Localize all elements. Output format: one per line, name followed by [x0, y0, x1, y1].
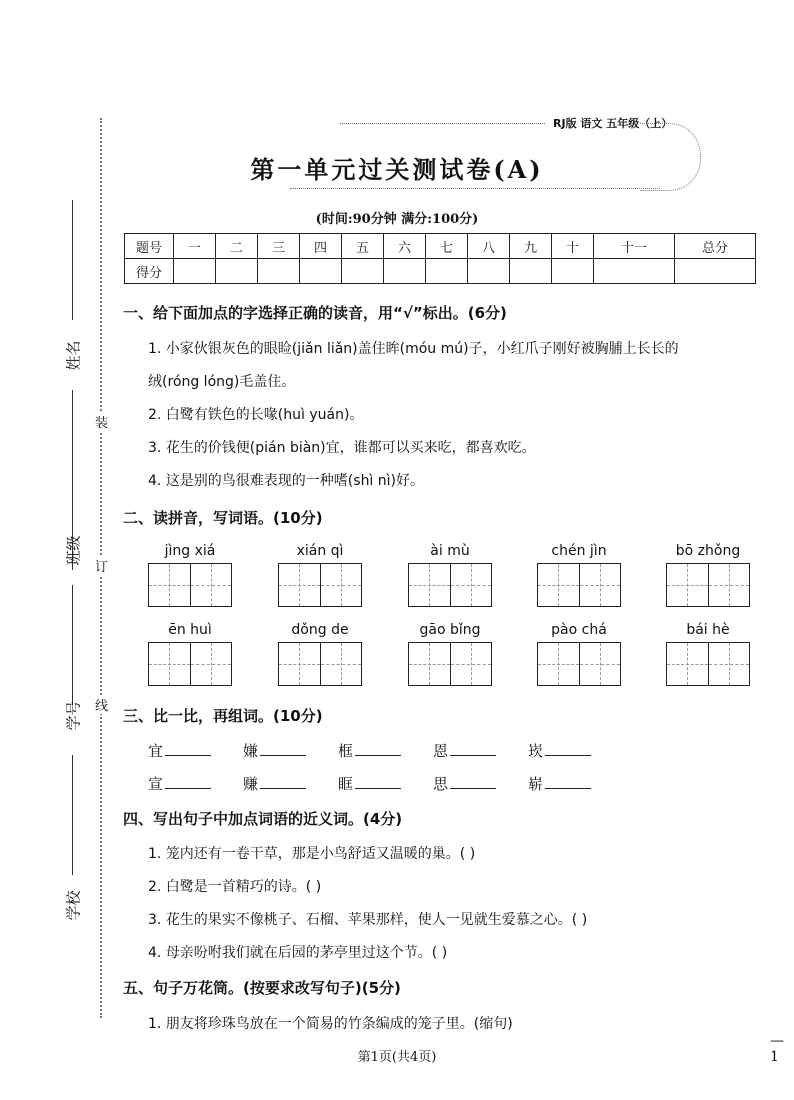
pinyin-text: jìng xiá: [164, 543, 216, 559]
score-cell[interactable]: [426, 259, 468, 284]
writing-boxes[interactable]: [278, 642, 362, 686]
score-table-header-row: [125, 234, 756, 259]
writing-boxes[interactable]: [666, 642, 750, 686]
pinyin-text: ēn huì: [168, 622, 212, 638]
score-cell[interactable]: [552, 259, 594, 284]
q1-item-4: 4. 这是别的鸟很难表现的一种嗜(shì nì)好。: [148, 473, 425, 489]
score-cell[interactable]: [342, 259, 384, 284]
q1-heading: 一、给下面加点的字选择正确的读音，用“√”标出。(6分): [123, 304, 507, 322]
pinyin-item: [148, 622, 232, 686]
compare-char: 宣: [148, 775, 164, 793]
writing-boxes[interactable]: [537, 563, 621, 607]
writing-boxes[interactable]: [666, 563, 750, 607]
writing-boxes[interactable]: [537, 642, 621, 686]
answer-blank[interactable]: [260, 755, 306, 756]
pinyin-text: ài mù: [430, 543, 470, 559]
compare-item: [243, 740, 306, 761]
score-header-cell: 总分: [674, 234, 755, 259]
pinyin-item: [408, 543, 492, 607]
score-header-cell: 一: [174, 234, 216, 259]
answer-blank[interactable]: [260, 788, 306, 789]
score-cell[interactable]: [258, 259, 300, 284]
pinyin-text: chén jìn: [551, 543, 607, 559]
edition-label: RJ版 语文 五年级（上）: [553, 117, 673, 130]
class-label: 班级: [64, 535, 83, 566]
page-footer: 第1页(共4页): [357, 1050, 437, 1065]
compare-char: 宜: [148, 742, 164, 760]
compare-char: 崭: [528, 775, 544, 793]
bind-char-xian: 线: [95, 695, 108, 714]
compare-item: [528, 740, 591, 761]
compare-item: [243, 773, 306, 794]
answer-blank[interactable]: [355, 788, 401, 789]
pinyin-item: [408, 622, 492, 686]
score-cell[interactable]: [384, 259, 426, 284]
score-header-cell: 题号: [125, 234, 174, 259]
q2-heading: 二、读拼音，写词语。(10分): [123, 509, 323, 527]
score-table-score-row: [125, 259, 756, 284]
q4-item-4: 4. 母亲吩咐我们就在后园的茅亭里过这个节。( ): [148, 945, 448, 961]
compare-item: [148, 773, 211, 794]
pinyin-item: [666, 622, 750, 686]
writing-boxes[interactable]: [148, 642, 232, 686]
compare-char: 嫌: [243, 742, 259, 760]
pinyin-text: pào chá: [551, 622, 607, 638]
pinyin-item: [666, 543, 750, 607]
compare-item: [338, 740, 401, 761]
compare-item: [433, 773, 496, 794]
compare-char: 崁: [528, 742, 544, 760]
q1-item-2: 2. 白鹭有铁色的长喙(huì yuán)。: [148, 407, 364, 423]
score-cell[interactable]: [674, 259, 755, 284]
score-header-cell: 十: [552, 234, 594, 259]
answer-blank[interactable]: [450, 755, 496, 756]
score-header-cell: 六: [384, 234, 426, 259]
pinyin-text: bō zhǒng: [675, 543, 741, 559]
score-header-cell: 十一: [594, 234, 675, 259]
score-header-cell: 八: [468, 234, 510, 259]
q4-item-2: 2. 白鹭是一首精巧的诗。( ): [148, 879, 322, 895]
answer-blank[interactable]: [545, 788, 591, 789]
score-cell[interactable]: [510, 259, 552, 284]
score-header-cell: 二: [216, 234, 258, 259]
writing-boxes[interactable]: [148, 563, 232, 607]
school-label: 学校: [64, 890, 83, 921]
name-label: 姓名: [64, 340, 83, 371]
pinyin-text: dǒng de: [291, 622, 349, 638]
q3-heading: 三、比一比，再组词。(10分): [123, 707, 323, 725]
pinyin-item: [537, 622, 621, 686]
compare-item: [528, 773, 591, 794]
score-cell[interactable]: [216, 259, 258, 284]
compare-item: [433, 740, 496, 761]
pinyin-item: [148, 543, 232, 607]
q4-item-3: 3. 花生的果实不像桃子、石榴、苹果那样，使人一见就生爱慕之心。( ): [148, 912, 588, 928]
pinyin-text: xián qì: [296, 543, 344, 559]
pinyin-text: bái hè: [686, 622, 730, 638]
id-label: 学号: [64, 700, 83, 731]
q4-heading: 四、写出句子中加点词语的近义词。(4分): [123, 810, 403, 828]
q1-item-1-cont: 绒(róng lóng)毛盖住。: [148, 374, 296, 390]
page-title: 第一单元过关测试卷(A): [250, 155, 544, 184]
q4-item-1: 1. 笼内还有一卷干草，那是小鸟舒适又温暖的巢。( ): [148, 846, 476, 862]
pinyin-item: [278, 622, 362, 686]
compare-item: [148, 740, 211, 761]
time-score-info: (时间:90分钟 满分:100分): [315, 212, 479, 227]
score-header-cell: 七: [426, 234, 468, 259]
score-header-cell: 五: [342, 234, 384, 259]
writing-boxes[interactable]: [408, 642, 492, 686]
score-header-cell: 四: [300, 234, 342, 259]
answer-blank[interactable]: [165, 755, 211, 756]
score-cell[interactable]: [174, 259, 216, 284]
answer-blank[interactable]: [355, 755, 401, 756]
score-cell[interactable]: [468, 259, 510, 284]
score-header-cell: 三: [258, 234, 300, 259]
compare-item: [338, 773, 401, 794]
pinyin-item: [278, 543, 362, 607]
bind-char-zhuang: 装: [95, 412, 108, 431]
compare-char: 框: [338, 742, 354, 760]
score-header-cell: 九: [510, 234, 552, 259]
compare-char: 恩: [433, 742, 449, 760]
page-mark: — 1: [770, 1033, 784, 1065]
q1-item-3: 3. 花生的价钱便(pián biàn)宜，谁都可以买来吃，都喜欢吃。: [148, 440, 536, 456]
class-field-line: [72, 585, 73, 705]
compare-char: 眶: [338, 775, 354, 793]
score-table: [124, 233, 756, 284]
q1-item-1: 1. 小家伙银灰色的眼睑(jiǎn liǎn)盖住眸(móu mú)子，小红爪子刚好被胸脯上长长的: [148, 341, 679, 357]
compare-char: 思: [433, 775, 449, 793]
bind-char-ding: 订: [95, 556, 108, 575]
writing-boxes[interactable]: [278, 563, 362, 607]
header-dotted-line: [340, 123, 545, 124]
pinyin-item: [537, 543, 621, 607]
q5-item-1: 1. 朋友将珍珠鸟放在一个简易的竹条编成的笼子里。(缩句): [148, 1016, 513, 1032]
compare-char: 赚: [243, 775, 259, 793]
score-cell[interactable]: [300, 259, 342, 284]
answer-blank[interactable]: [545, 755, 591, 756]
id-field-line: [72, 755, 73, 875]
answer-blank[interactable]: [450, 788, 496, 789]
pinyin-text: gāo bǐng: [419, 622, 481, 638]
score-cell[interactable]: [594, 259, 675, 284]
writing-boxes[interactable]: [408, 563, 492, 607]
answer-blank[interactable]: [165, 788, 211, 789]
score-row-label: 得分: [125, 259, 174, 284]
title-dotted-underline: [290, 188, 660, 189]
q5-heading: 五、句子万花筒。(按要求改写句子)(5分): [123, 979, 401, 997]
